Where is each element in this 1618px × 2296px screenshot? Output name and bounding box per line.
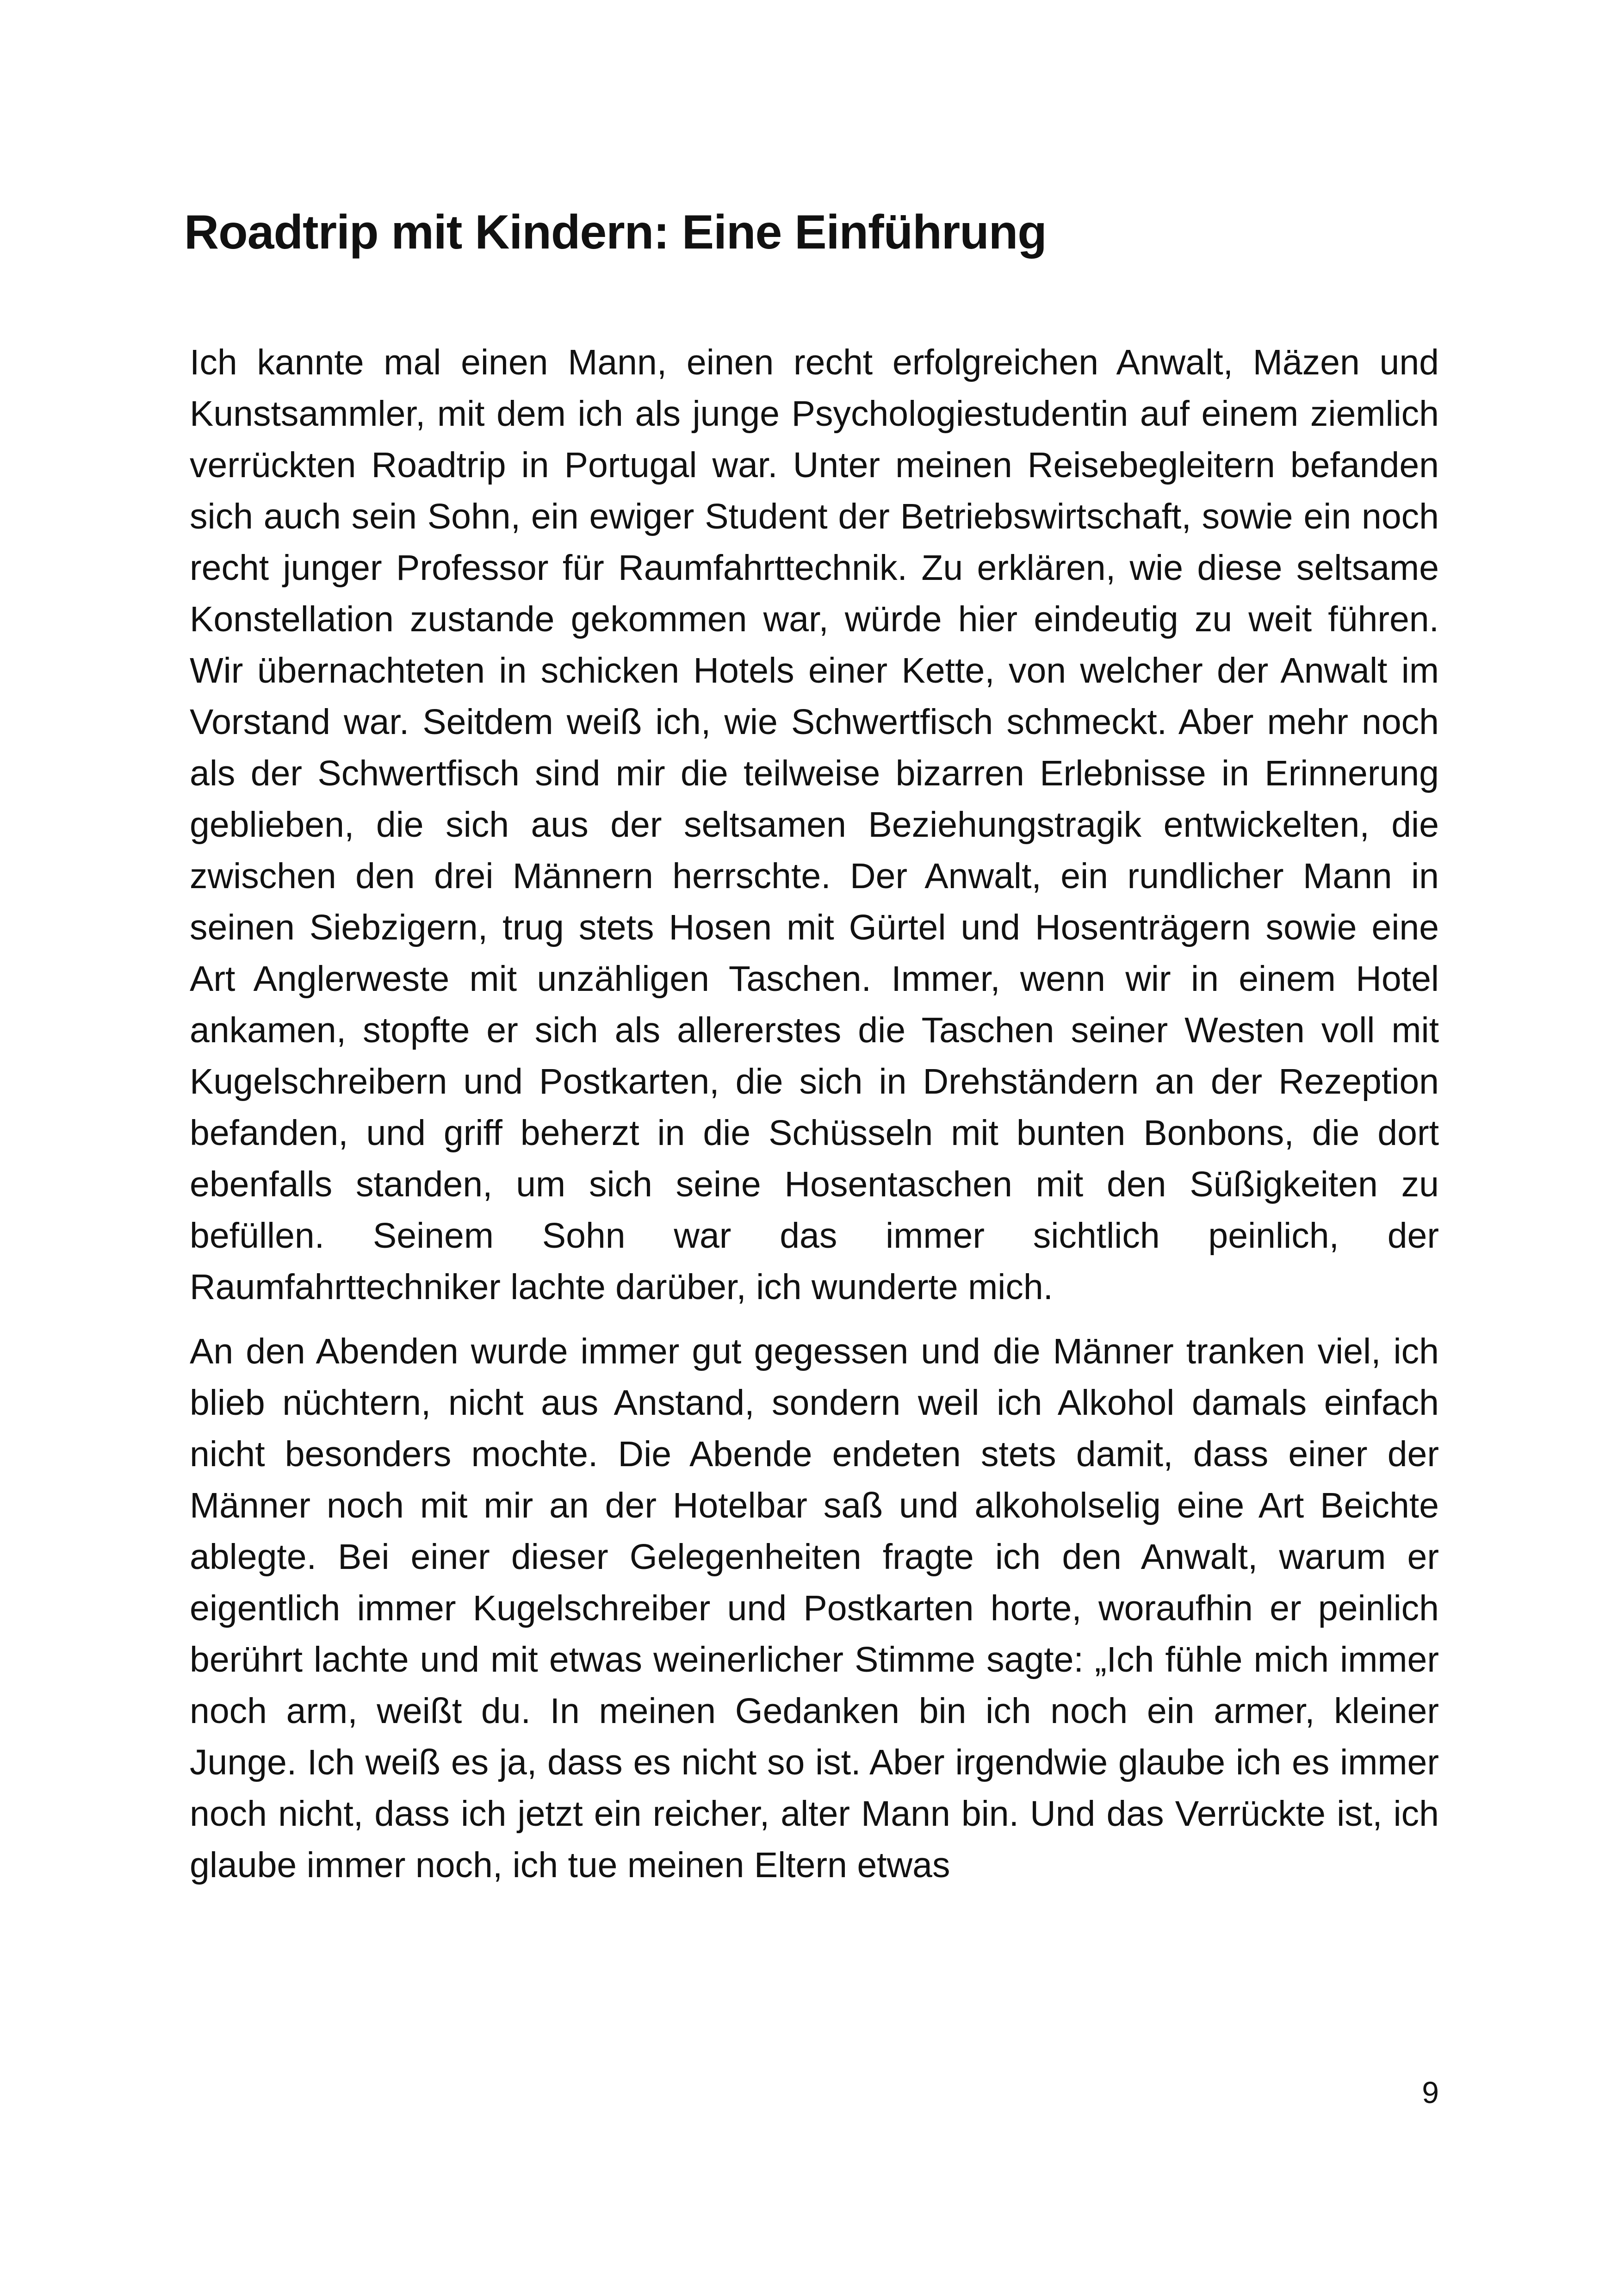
body-text: [190, 337, 1439, 1891]
paragraph: Ich kannte mal einen Mann, einen recht erfolgreichen Anwalt, Mäzen und Kunstsammler, mit dem ich als junge Psychologiestudentin auf einem ziemlich verrückten Roadtrip in Portugal war. Unter meinen Reisebegleitern befanden sich auch sein Sohn, ein ewiger Student der Betriebswirtschaft, sowie ein noch recht junger Professor für Raumfahrttechnik. Zu erklären, wie diese seltsame Konstellation zustande gekommen war, würde hier eindeutig zu weit führen. Wir übernachteten in schicken Hotels einer Kette, von welcher der Anwalt im Vorstand war. Seitdem weiß ich, wie Schwertfisch schmeckt. Aber mehr noch als der Schwertfisch sind mir die teilweise bizarren Erlebnisse in Erinnerung geblieben, die sich aus der seltsamen Beziehungstragik entwickelten, die zwischen den drei Männern herrschte. Der Anwalt, ein rundlicher Mann in seinen Siebzigern, trug stets Hosen mit Gürtel und Hosenträgern sowie eine Art Anglerweste mit unzähligen Taschen. Immer, wenn wir in einem Hotel ankamen, stopfte er sich als allererstes die Taschen seiner Westen voll mit Kugelschreibern und Postkarten, die sich in Drehständern an der Rezeption befanden, und griff beherzt in die Schüsseln mit bunten Bonbons, die dort ebenfalls standen, um sich seine Hosentaschen mit den Süßigkeiten zu befüllen. Seinem Sohn war das immer sichtlich peinlich, der Raumfahrttechniker lachte darüber, ich wunderte mich.: [190, 342, 1439, 1307]
chapter-title: Roadtrip mit Kindern: Eine Einführung: [184, 205, 1047, 259]
paragraph: An den Abenden wurde immer gut gegessen und die Männer tranken viel, ich blieb nüchtern, nicht aus Anstand, sondern weil ich Alkohol damals einfach nicht besonders mochte. Die Abende endeten stets damit, dass einer der Männer noch mit mir an der Hotelbar saß und alkoholselig eine Art Beichte ablegte. Bei einer dieser Gelegenheiten fragte ich den Anwalt, warum er eigentlich immer Kugelschreiber und Postkarten horte, woraufhin er peinlich berührt lachte und mit etwas weinerlicher Stimme sagte: „Ich fühle mich immer noch arm, weißt du. In meinen Gedanken bin ich noch ein armer, kleiner Junge. Ich weiß es ja, dass es nicht so ist. Aber irgendwie glaube ich es immer noch nicht, dass ich jetzt ein reicher, alter Mann bin. Und das Verrückte ist, ich glaube immer noch, ich tue meinen Eltern etwas: [190, 1332, 1439, 1885]
page-number: 9: [1422, 2075, 1439, 2109]
